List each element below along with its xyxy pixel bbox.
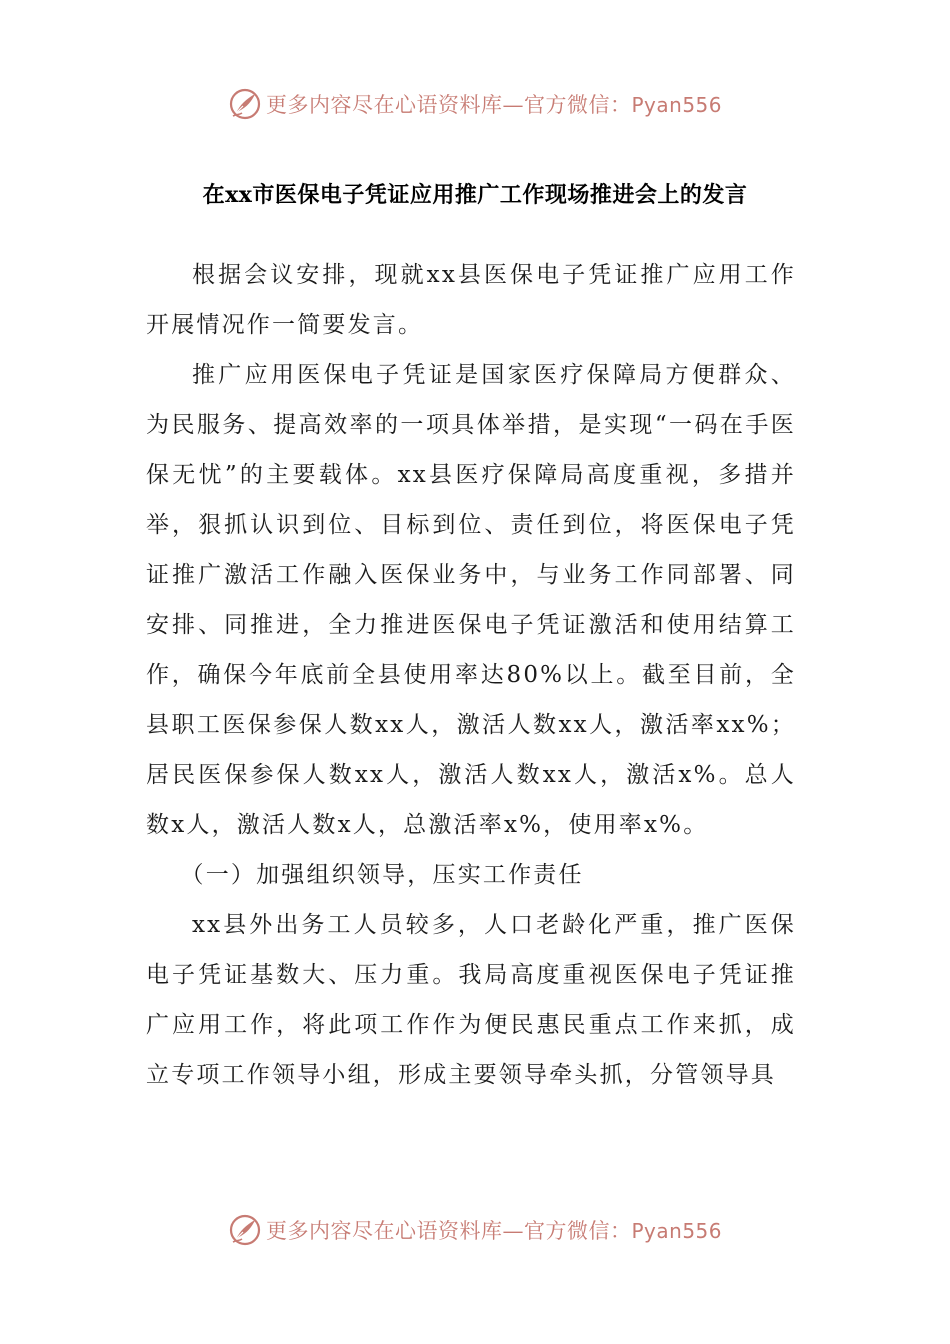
paragraph: xx县外出务工人员较多，人口老龄化严重，推广医保电子凭证基数大、压力重。我局高度重视医保电子凭证推广应用工作，将此项工作作为便民惠民重点工作来抓，成立专项工作领导小组，形成主要领导牵头抓，分管领导具 [146,912,796,1088]
watermark-text: 更多内容尽在心语资料库—官方微信：Pyan556 [265,1219,722,1243]
quill-pen-icon [228,1213,262,1247]
paragraph: 推广应用医保电子凭证是国家医疗保障局方便群众、为民服务、提高效率的一项具体举措，是实现“一码在手医保无忧”的主要载体。xx县医疗保障局高度重视，多措并举，狠抓认识到位、目标到位、责任到位，将医保电子凭证推广激活工作融入医保业务中，与业务工作同部署、同安排、同推进，全力推进医保电子凭证激活和使用结算工作，确保今年底前全县使用率达80%以上。截至目前，全县职工医保参保人数xx人，激活人数xx人，激活率xx%；居民医保参保人数xx人，激活人数xx人，激活x%。总人数x人，激活人数x人，总激活率x%，使用率x%。 [146,362,796,838]
watermark-banner-bottom [0,1208,950,1252]
watermark-text: 更多内容尽在心语资料库—官方微信：Pyan556 [265,93,722,117]
wechat-id: Pyan556 [631,93,722,117]
watermark-banner-top [0,82,950,126]
document-body [146,250,796,1100]
section-heading: （一）加强组织领导，压实工作责任 [180,862,584,888]
paragraph: 根据会议安排，现就xx县医保电子凭证推广应用工作开展情况作一简要发言。 [146,262,796,338]
page-title: 在xx市医保电子凭证应用推广工作现场推进会上的发言 [202,182,748,208]
wechat-id: Pyan556 [631,1219,722,1243]
quill-pen-icon [228,87,262,121]
